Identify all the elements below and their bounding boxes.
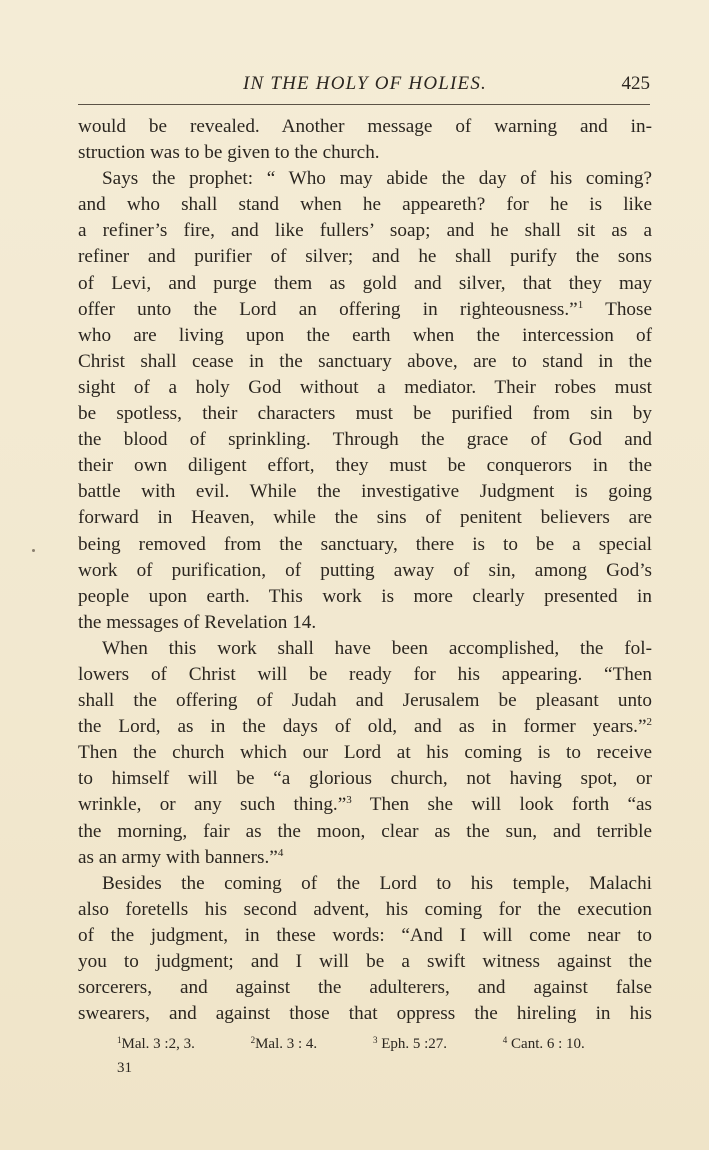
footnote-ref: 3 — [346, 794, 352, 807]
text-line: refiner and purifier of silver; and he shall purify the sons — [78, 246, 652, 268]
footnote-text: Mal. 3 :2, 3. — [121, 1036, 195, 1052]
footnote-text: Eph. 5 :27. — [381, 1036, 448, 1052]
text-line: the messages of Revelation 14. — [78, 611, 317, 633]
text-segment: Then she will look forth “as — [369, 794, 653, 816]
text-line: sorcerers, and against the adulterers, and against false — [78, 977, 652, 999]
text-line: Says the prophet: “ Who may abide the day of his coming? — [102, 168, 652, 190]
header-rule — [78, 104, 650, 105]
text-line: lowers of Christ will be ready for his appearing. “Then — [78, 663, 652, 685]
text-line: would be revealed. Another message of warning and in- — [78, 116, 652, 137]
text-line: you to judgment; and I will be a swift witness against the — [78, 951, 652, 972]
footnote-mark: 3 — [372, 1035, 378, 1045]
text-line: of Levi, and purge them as gold and silver, that they may — [78, 272, 652, 294]
running-title: IN THE HOLY OF HOLIES. — [242, 73, 487, 94]
body-text — [78, 114, 652, 1027]
text-segment: wrinkle, or any such thing.” — [78, 794, 347, 816]
text-line: be spotless, their characters must be purified from sin by — [78, 403, 652, 425]
footnote-text: Mal. 3 : 4. — [255, 1036, 318, 1052]
text-line — [78, 714, 652, 740]
footnote-mark: 1 — [117, 1035, 122, 1045]
text-line: of the judgment, in these words: “And I will come near to — [78, 924, 652, 946]
text-line: Besides the coming of the Lord to his temple, Malachi — [102, 872, 652, 894]
text-line — [78, 845, 652, 871]
text-segment: the Lord, as in the days of old, and as in former years.” — [78, 716, 647, 738]
footnote-ref: 4 — [277, 846, 284, 859]
footnote-text: Cant. 6 : 10. — [511, 1036, 585, 1052]
text-segment: Those — [605, 298, 652, 320]
footnote-ref: 2 — [646, 716, 652, 729]
paper-speck — [32, 549, 35, 552]
footnote — [503, 1036, 611, 1052]
footnotes — [117, 1036, 637, 1053]
footnote — [373, 1036, 473, 1052]
text-line — [78, 297, 652, 323]
text-line: their own diligent effort, they must be conquerors in the — [78, 455, 652, 477]
text-line: work of purification, of putting away of sin, among God’s — [78, 559, 652, 581]
footnote-mark: 4 — [502, 1035, 508, 1045]
text-line: people upon earth. This work is more clearly presented in — [78, 585, 652, 607]
text-line: battle with evil. While the investigative Judgment is going — [78, 481, 652, 503]
text-line: forward in Heaven, while the sins of penitent believers are — [78, 507, 652, 529]
footnote-ref: 1 — [577, 298, 584, 311]
text-line: Christ shall cease in the sanctuary above, are to stand in the — [78, 350, 652, 372]
text-segment: offer unto the Lord an offering in righteousness.” — [78, 298, 578, 320]
text-segment: as an army with banners.” — [78, 846, 278, 868]
text-line: who are living upon the earth when the intercession of — [78, 324, 652, 346]
text-line: to himself will be “a glorious church, not having spot, or — [78, 768, 652, 790]
text-line: also foretells his second advent, his coming for the execution — [78, 898, 652, 920]
text-line: a refiner’s fire, and like fullers’ soap; and he shall sit as a — [78, 220, 652, 242]
footnote — [117, 1036, 221, 1052]
text-line: the morning, fair as the moon, clear as the sun, and terrible — [78, 820, 652, 842]
running-head — [78, 73, 652, 97]
text-line: and who shall stand when he appeareth? for he is like — [78, 194, 652, 216]
footnote — [251, 1036, 344, 1052]
text-line: struction was to be given to the church. — [78, 142, 380, 164]
signature-mark: 31 — [117, 1060, 132, 1076]
text-line: the blood of sprinkling. Through the grace of God and — [78, 429, 652, 451]
text-line: When this work shall have been accomplished, the fol- — [102, 637, 652, 659]
footnote-mark: 2 — [250, 1035, 256, 1045]
page-number: 425 — [621, 73, 650, 94]
text-line: shall the offering of Judah and Jerusalem be pleasant unto — [78, 690, 652, 712]
text-line: being removed from the sanctuary, there is to be a special — [78, 533, 652, 555]
text-line — [78, 792, 652, 818]
text-line: Then the church which our Lord at his coming is to receive — [78, 742, 652, 764]
text-line: sight of a holy God without a mediator. Their robes must — [78, 376, 652, 398]
text-line: swearers, and against those that oppress the hireling in his — [78, 1003, 652, 1025]
